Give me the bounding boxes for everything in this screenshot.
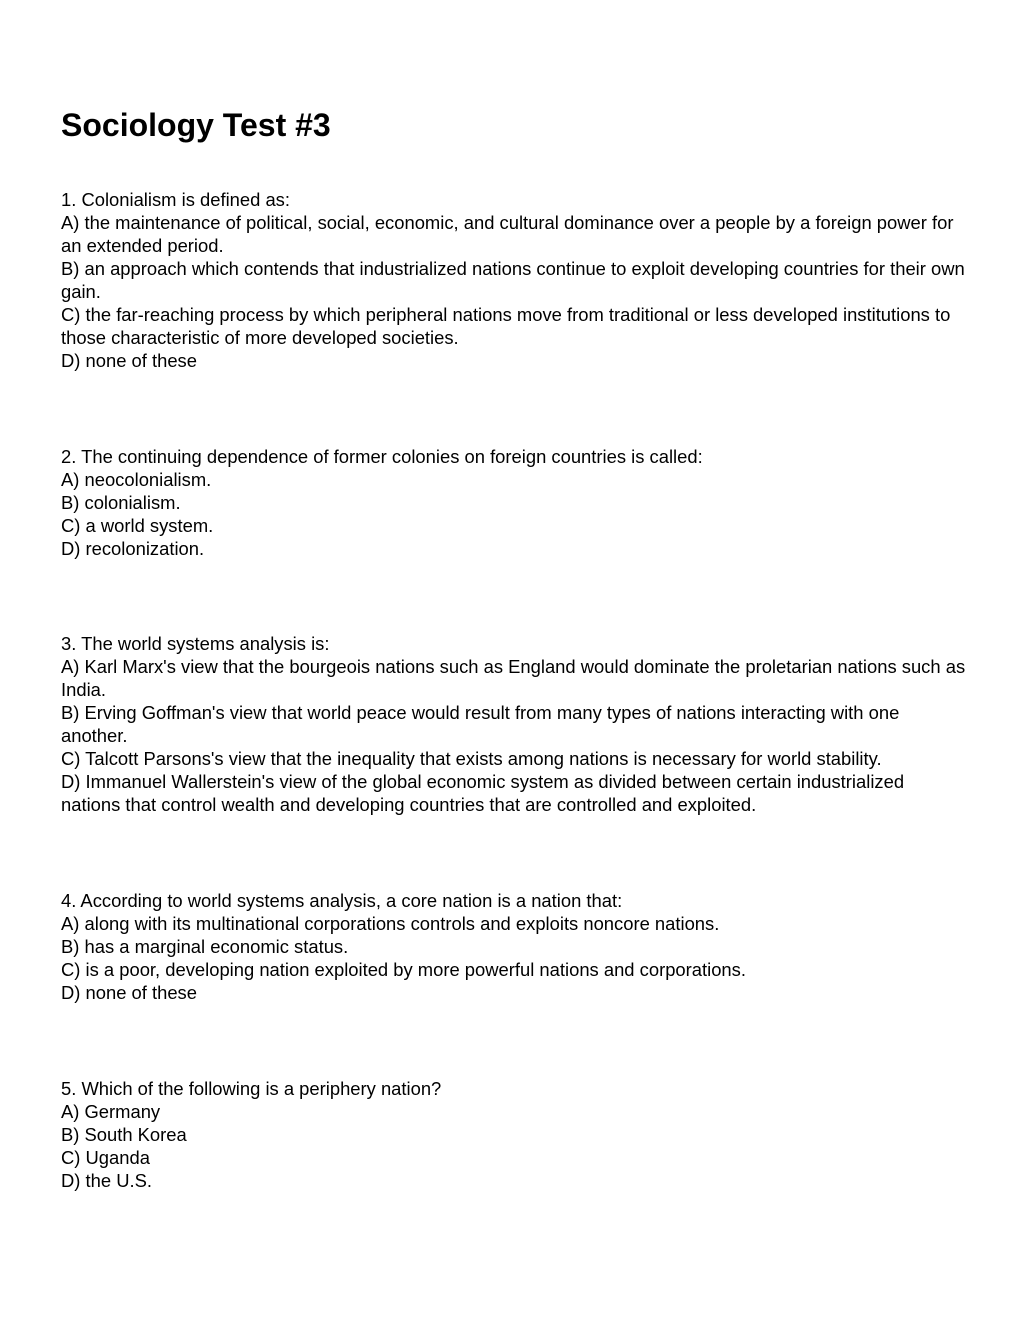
question-text: 2. The continuing dependence of former colonies on foreign countries is called: — [61, 446, 703, 467]
answer-option-b: B) Erving Goffman's view that world peace would result from many types of nations interacting with one another. — [61, 702, 900, 746]
answer-option-a: A) neocolonialism. — [61, 469, 212, 490]
answer-option-c: C) is a poor, developing nation exploited by more powerful nations and corporations. — [61, 959, 746, 980]
question-text: 5. Which of the following is a periphery nation? — [61, 1078, 442, 1099]
answer-option-b: B) has a marginal economic status. — [61, 936, 349, 957]
question-4 — [61, 889, 966, 1004]
question-5 — [61, 1077, 966, 1192]
answer-option-c: C) Uganda — [61, 1147, 150, 1168]
answer-option-c: C) the far-reaching process by which peripheral nations move from traditional or less developed institutions to those characteristic of more developed societies. — [61, 304, 951, 348]
answer-option-c: C) Talcott Parsons's view that the inequality that exists among nations is necessary for world stability. — [61, 748, 882, 769]
page-title: Sociology Test #3 — [61, 107, 331, 143]
answer-option-c: C) a world system. — [61, 515, 214, 536]
answer-option-d: D) none of these — [61, 982, 197, 1003]
question-text: 3. The world systems analysis is: — [61, 633, 330, 654]
answer-option-d: D) Immanuel Wallerstein's view of the global economic system as divided between certain industrialized nations that control wealth and developing countries that are controlled and exploited. — [61, 771, 905, 815]
answer-option-a: A) Karl Marx's view that the bourgeois nations such as England would dominate the proletarian nations such as India. — [61, 656, 966, 700]
answer-option-d: D) the U.S. — [61, 1170, 152, 1191]
question-3 — [61, 632, 966, 816]
answer-option-b: B) South Korea — [61, 1124, 187, 1145]
answer-option-b: B) colonialism. — [61, 492, 181, 513]
answer-option-d: D) recolonization. — [61, 538, 205, 559]
answer-option-b: B) an approach which contends that industrialized nations continue to exploit developing countries for their own gain. — [61, 258, 965, 302]
answer-option-d: D) none of these — [61, 350, 197, 371]
question-2 — [61, 445, 966, 560]
answer-option-a: A) Germany — [61, 1101, 161, 1122]
answer-option-a: A) along with its multinational corporations controls and exploits noncore nations. — [61, 913, 720, 934]
question-text: 4. According to world systems analysis, a core nation is a nation that: — [61, 890, 623, 911]
question-1 — [61, 188, 966, 372]
answer-option-a: A) the maintenance of political, social, economic, and cultural dominance over a people by a foreign power for an extended period. — [61, 212, 954, 256]
question-text: 1. Colonialism is defined as: — [61, 189, 290, 210]
